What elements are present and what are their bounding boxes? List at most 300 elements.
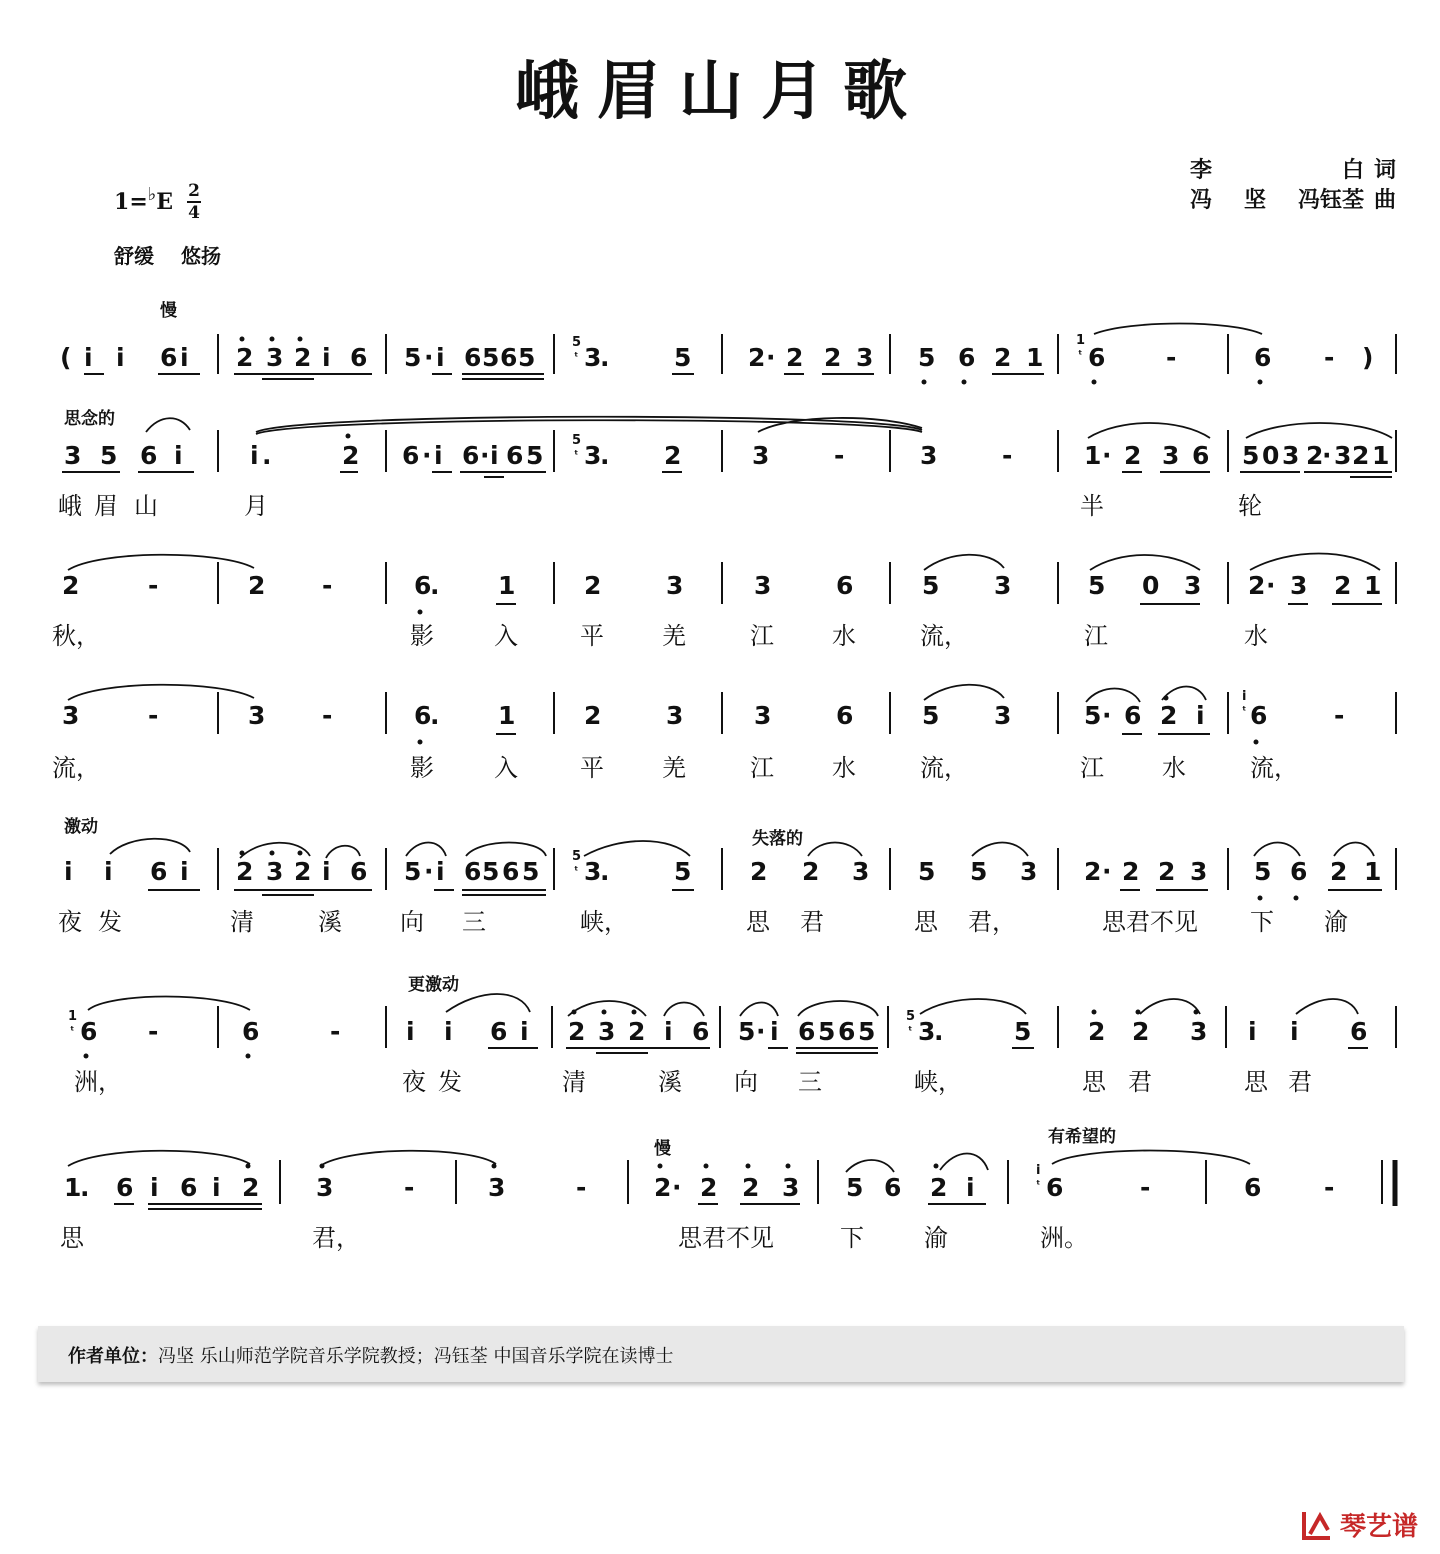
composer-name-2: 坚	[1243, 188, 1266, 213]
svg-text:2: 2	[1248, 571, 1266, 600]
lyricist-name-2: 白	[1341, 158, 1364, 183]
svg-text:-: -	[148, 571, 159, 600]
svg-text:-: -	[322, 571, 333, 600]
lyric-char: 山	[134, 492, 158, 520]
svg-text:5: 5	[482, 857, 500, 886]
lyric-char: 水	[832, 754, 856, 782]
svg-text:3: 3	[666, 571, 684, 600]
svg-text:2: 2	[750, 857, 768, 886]
lyric-char: 发	[98, 908, 122, 936]
svg-text:6: 6	[350, 857, 368, 886]
svg-text:ᵗ: ᵗ	[574, 448, 579, 461]
svg-text:2: 2	[294, 343, 312, 372]
svg-text:6: 6	[140, 441, 158, 470]
lyric-char: 溪	[658, 1068, 682, 1096]
svg-text:6: 6	[502, 857, 520, 886]
svg-text:.: .	[600, 441, 610, 470]
svg-text:·: ·	[766, 343, 776, 372]
lyric-char: 月	[244, 492, 268, 520]
lyric-char: 峨	[58, 492, 82, 520]
svg-text:i: i	[436, 343, 445, 372]
svg-text:·: ·	[1102, 701, 1112, 730]
expression-mark: 更激动	[408, 975, 459, 995]
lyric-char: 思	[746, 908, 770, 936]
svg-text:5: 5	[906, 1009, 916, 1024]
svg-text:3: 3	[1190, 857, 1208, 886]
lyric-char: 影	[410, 622, 434, 650]
svg-text:5: 5	[572, 849, 582, 864]
svg-text:2: 2	[1334, 571, 1352, 600]
svg-text:3: 3	[488, 1173, 506, 1202]
svg-text:i: i	[434, 441, 443, 470]
svg-text:2: 2	[236, 857, 254, 886]
lyricist-role: 词	[1373, 158, 1396, 183]
flat-icon: ♭	[147, 183, 157, 205]
svg-text:6: 6	[464, 857, 482, 886]
svg-text:1: 1	[1076, 333, 1086, 348]
svg-text:.: .	[600, 857, 610, 886]
lyric-char: 羌	[662, 622, 686, 650]
svg-text:3: 3	[754, 701, 772, 730]
lyric-char: 秋，	[52, 622, 100, 650]
svg-text:i: i	[150, 1173, 159, 1202]
lyric-char: 水	[1162, 754, 1186, 782]
lyric-char: 夜	[58, 908, 82, 936]
svg-text:.: .	[80, 1173, 90, 1202]
lyric-char: 君	[1288, 1068, 1312, 1096]
svg-text:2: 2	[748, 343, 766, 372]
svg-text:3: 3	[782, 1173, 800, 1202]
svg-text:2: 2	[242, 1173, 260, 1202]
svg-text:5: 5	[572, 433, 582, 448]
svg-text:2: 2	[294, 857, 312, 886]
svg-text:6: 6	[116, 1173, 134, 1202]
svg-text:5: 5	[738, 1017, 756, 1046]
lyric-char: 思君不见	[678, 1224, 774, 1252]
svg-text:3: 3	[994, 571, 1012, 600]
svg-text:.: .	[430, 571, 440, 600]
svg-text:2: 2	[700, 1173, 718, 1202]
svg-text:2: 2	[584, 701, 602, 730]
lyric-char: 洲。	[1040, 1224, 1088, 1252]
svg-text:2: 2	[248, 571, 266, 600]
svg-text:i: i	[322, 857, 331, 886]
svg-text:i: i	[444, 1017, 453, 1046]
svg-text:6: 6	[884, 1173, 902, 1202]
lyric-char: 渝	[1324, 908, 1348, 936]
svg-text:2: 2	[568, 1017, 586, 1046]
svg-text:1: 1	[498, 701, 516, 730]
footer-text: 冯坚 乐山师范学院音乐学院教授；冯钰荃 中国音乐学院在读博士	[158, 1346, 674, 1367]
svg-text:6: 6	[80, 1017, 98, 1046]
svg-text:5: 5	[1084, 701, 1102, 730]
svg-text:3: 3	[852, 857, 870, 886]
svg-text:6: 6	[836, 571, 854, 600]
svg-text:2: 2	[1088, 1017, 1106, 1046]
svg-text:i: i	[664, 1017, 673, 1046]
tempo-marking: 舒缓 悠扬	[114, 244, 221, 268]
svg-text:6: 6	[464, 343, 482, 372]
svg-text:-: -	[1166, 343, 1177, 372]
svg-text:·: ·	[672, 1173, 682, 1202]
svg-text:·: ·	[1266, 571, 1276, 600]
svg-text:3: 3	[584, 857, 602, 886]
lyric-char: 下	[1250, 908, 1274, 936]
svg-text:6: 6	[1350, 1017, 1368, 1046]
svg-text:5: 5	[922, 701, 940, 730]
svg-text:1: 1	[64, 1173, 82, 1202]
svg-text:3: 3	[584, 441, 602, 470]
lyric-char: 江	[1080, 754, 1104, 782]
lyric-char: 君，	[312, 1224, 360, 1252]
svg-text:3: 3	[316, 1173, 334, 1202]
svg-text:3: 3	[248, 701, 266, 730]
svg-text:·: ·	[424, 343, 434, 372]
lyric-char: 流，	[1250, 754, 1298, 782]
svg-text:2: 2	[1132, 1017, 1150, 1046]
lyric-char: 向	[734, 1068, 758, 1096]
staff-line-1	[60, 343, 1373, 372]
composer-name-3: 冯钰荃	[1297, 188, 1364, 213]
svg-text:0: 0	[1262, 441, 1280, 470]
svg-text:.: .	[262, 441, 272, 470]
lyric-char: 流，	[920, 622, 968, 650]
svg-text:i: i	[1242, 689, 1247, 704]
svg-text:5: 5	[918, 857, 936, 886]
svg-text:3: 3	[1334, 441, 1352, 470]
svg-text:·: ·	[422, 441, 432, 470]
svg-text:ᵗ: ᵗ	[1078, 348, 1083, 361]
svg-text:i: i	[180, 857, 189, 886]
lyric-char: 流，	[920, 754, 968, 782]
svg-text:i: i	[322, 343, 331, 372]
svg-text:·: ·	[756, 1017, 766, 1046]
svg-text:3: 3	[62, 701, 80, 730]
lyric-char: 三	[798, 1068, 822, 1096]
staff-line-6	[80, 1017, 1367, 1046]
svg-text:2: 2	[1160, 701, 1178, 730]
svg-text:·: ·	[424, 857, 434, 886]
svg-text:5: 5	[404, 343, 422, 372]
svg-text:3: 3	[994, 701, 1012, 730]
svg-text:2: 2	[664, 441, 682, 470]
svg-text:5: 5	[858, 1017, 876, 1046]
svg-text:3: 3	[584, 343, 602, 372]
staff-line-2	[64, 441, 1389, 470]
lyric-char: 夜	[402, 1068, 426, 1096]
lyric-char: 发	[438, 1068, 462, 1096]
svg-text:-: -	[148, 1017, 159, 1046]
lyric-char: 渝	[924, 1224, 948, 1252]
lyric-char: 溪	[318, 908, 342, 936]
svg-text:2: 2	[584, 571, 602, 600]
svg-text:i: i	[64, 857, 73, 886]
svg-text:6: 6	[414, 571, 432, 600]
svg-text:i: i	[1290, 1017, 1299, 1046]
svg-text:(: (	[60, 343, 72, 372]
svg-text:ᵗ: ᵗ	[70, 1024, 75, 1037]
expression-mark: 失落的	[752, 829, 803, 849]
svg-text:1: 1	[1084, 441, 1102, 470]
svg-text:1: 1	[498, 571, 516, 600]
lyric-char: 峡，	[914, 1068, 962, 1096]
lyric-char: 思	[1244, 1068, 1268, 1096]
svg-text:2: 2	[802, 857, 820, 886]
lyric-char: 君	[800, 908, 824, 936]
svg-text:·: ·	[480, 441, 490, 470]
svg-text:3: 3	[1162, 441, 1180, 470]
svg-text:1: 1	[68, 1009, 78, 1024]
svg-text:5: 5	[404, 857, 422, 886]
svg-text:i: i	[520, 1017, 529, 1046]
svg-text:i: i	[1036, 1163, 1041, 1178]
svg-text:2: 2	[994, 343, 1012, 372]
svg-text:i: i	[770, 1017, 779, 1046]
svg-text:6: 6	[180, 1173, 198, 1202]
lyric-char: 思	[60, 1224, 84, 1252]
svg-text:2: 2	[1158, 857, 1176, 886]
svg-text:5: 5	[674, 343, 692, 372]
svg-text:·: ·	[1322, 441, 1332, 470]
lyric-char: 洲，	[74, 1068, 122, 1096]
lyric-char: 清	[562, 1068, 586, 1096]
svg-text:2: 2	[930, 1173, 948, 1202]
svg-text:2: 2	[1084, 857, 1102, 886]
author-affiliation-footer	[38, 1326, 1404, 1382]
svg-text:3: 3	[598, 1017, 616, 1046]
svg-text:5: 5	[1242, 441, 1260, 470]
svg-text:3: 3	[1184, 571, 1202, 600]
svg-text:·: ·	[1102, 441, 1112, 470]
time-signature-bottom: 4	[188, 203, 200, 223]
svg-text:): )	[1362, 343, 1374, 372]
svg-text:3: 3	[1282, 441, 1300, 470]
svg-text:0: 0	[1142, 571, 1160, 600]
lyric-char: 入	[494, 622, 518, 650]
expression-mark: 思念的	[64, 409, 115, 429]
svg-text:6: 6	[1290, 857, 1308, 886]
lyric-char: 向	[400, 908, 424, 936]
svg-text:1: 1	[1364, 857, 1382, 886]
svg-text:i: i	[1196, 701, 1205, 730]
svg-text:ᵗ: ᵗ	[908, 1024, 913, 1037]
lyric-char: 平	[580, 622, 604, 650]
svg-text:2: 2	[62, 571, 80, 600]
svg-text:-: -	[1324, 343, 1335, 372]
svg-text:3: 3	[1190, 1017, 1208, 1046]
svg-text:6: 6	[838, 1017, 856, 1046]
svg-text:2: 2	[1124, 441, 1142, 470]
svg-text:-: -	[1324, 1173, 1335, 1202]
svg-text:5: 5	[1014, 1017, 1032, 1046]
svg-text:2: 2	[342, 441, 360, 470]
svg-text:5: 5	[100, 441, 118, 470]
key-letter: E	[156, 189, 174, 215]
expression-mark: 有希望的	[1048, 1127, 1116, 1147]
svg-text:ᵗ: ᵗ	[1242, 704, 1247, 717]
staff-line-7	[64, 1173, 1334, 1202]
svg-text:5: 5	[674, 857, 692, 886]
svg-text:6: 6	[1244, 1173, 1262, 1202]
lyric-char: 峡，	[580, 908, 628, 936]
svg-text:5: 5	[572, 335, 582, 350]
svg-text:-: -	[1002, 441, 1013, 470]
svg-text:2: 2	[786, 343, 804, 372]
svg-text:6: 6	[1192, 441, 1210, 470]
svg-text:6: 6	[1124, 701, 1142, 730]
svg-text:3: 3	[918, 1017, 936, 1046]
lyric-char: 平	[580, 754, 604, 782]
svg-text:·: ·	[1102, 857, 1112, 886]
svg-text:-: -	[1334, 701, 1345, 730]
svg-text:5: 5	[482, 343, 500, 372]
composer-name-1: 冯	[1190, 188, 1213, 213]
svg-text:-: -	[576, 1173, 587, 1202]
footer-label: 作者单位：	[68, 1346, 158, 1367]
svg-text:6: 6	[350, 343, 368, 372]
song-title: 峨眉山月歌	[515, 54, 925, 129]
composer-role: 曲	[1373, 188, 1396, 213]
staff-line-4	[62, 701, 1344, 730]
svg-text:2: 2	[628, 1017, 646, 1046]
svg-text:6: 6	[490, 1017, 508, 1046]
svg-text:6: 6	[160, 343, 178, 372]
brand-name: 琴艺谱	[1339, 1512, 1418, 1542]
svg-text:.: .	[600, 343, 610, 372]
expression-mark: 激动	[64, 817, 98, 837]
svg-text:-: -	[1140, 1173, 1151, 1202]
lyric-char: 思君不见	[1102, 908, 1198, 936]
svg-text:6: 6	[692, 1017, 710, 1046]
svg-text:6: 6	[500, 343, 518, 372]
lyric-char: 羌	[662, 754, 686, 782]
svg-text:-: -	[322, 701, 333, 730]
lyric-char: 清	[230, 908, 254, 936]
lyric-char: 影	[410, 754, 434, 782]
lyric-char: 江	[1084, 622, 1108, 650]
lyric-char: 思	[1082, 1068, 1106, 1096]
lyricist-name-1: 李	[1190, 158, 1213, 183]
svg-text:i: i	[966, 1173, 975, 1202]
svg-text:6: 6	[402, 441, 420, 470]
svg-text:3: 3	[64, 441, 82, 470]
svg-text:6: 6	[242, 1017, 260, 1046]
svg-text:3: 3	[666, 701, 684, 730]
svg-text:6: 6	[1250, 701, 1268, 730]
svg-text:i: i	[1248, 1017, 1257, 1046]
svg-text:.: .	[430, 701, 440, 730]
lyric-char: 水	[832, 622, 856, 650]
svg-text:2: 2	[654, 1173, 672, 1202]
time-signature-top: 2	[188, 181, 200, 201]
svg-text:6: 6	[462, 441, 480, 470]
svg-text:2: 2	[1330, 857, 1348, 886]
lyric-char: 下	[840, 1224, 864, 1252]
svg-text:i: i	[490, 441, 499, 470]
svg-text:ᵗ: ᵗ	[1036, 1178, 1041, 1191]
svg-text:6: 6	[1254, 343, 1272, 372]
svg-text:ᵗ: ᵗ	[574, 864, 579, 877]
svg-text:2: 2	[824, 343, 842, 372]
svg-text:3: 3	[752, 441, 770, 470]
lyric-char: 君	[1128, 1068, 1152, 1096]
svg-text:5: 5	[526, 441, 544, 470]
svg-text:1: 1	[1372, 441, 1390, 470]
svg-text:5: 5	[922, 571, 940, 600]
svg-text:3: 3	[920, 441, 938, 470]
svg-text:5: 5	[1088, 571, 1106, 600]
svg-text:6: 6	[836, 701, 854, 730]
svg-text:1: 1	[1364, 571, 1382, 600]
svg-text:5: 5	[846, 1173, 864, 1202]
svg-text:2: 2	[1352, 441, 1370, 470]
svg-text:5: 5	[518, 343, 536, 372]
svg-text:5: 5	[818, 1017, 836, 1046]
svg-text:i: i	[174, 441, 183, 470]
svg-text:5: 5	[918, 343, 936, 372]
svg-text:2: 2	[1306, 441, 1324, 470]
svg-text:6: 6	[1088, 343, 1106, 372]
svg-text:6: 6	[1046, 1173, 1064, 1202]
svg-text:5: 5	[522, 857, 540, 886]
lyric-char: 江	[750, 622, 774, 650]
svg-text:i: i	[180, 343, 189, 372]
lyric-char: 思	[914, 908, 938, 936]
svg-text:i: i	[406, 1017, 415, 1046]
lyric-char: 君，	[968, 908, 1016, 936]
svg-text:5: 5	[970, 857, 988, 886]
brand-logo[interactable]	[1300, 1506, 1418, 1543]
lyric-char: 江	[750, 754, 774, 782]
svg-text:3: 3	[266, 857, 284, 886]
svg-text:6: 6	[506, 441, 524, 470]
svg-text:3: 3	[856, 343, 874, 372]
expression-mark: 慢	[160, 301, 177, 321]
svg-text:6: 6	[414, 701, 432, 730]
svg-text:3: 3	[1290, 571, 1308, 600]
lyric-char: 三	[462, 908, 486, 936]
svg-text:5: 5	[1254, 857, 1272, 886]
svg-text:6: 6	[798, 1017, 816, 1046]
expression-mark: 慢	[654, 1139, 671, 1159]
brand-icon	[1300, 1508, 1334, 1542]
svg-text:6: 6	[150, 857, 168, 886]
lyric-char: 入	[494, 754, 518, 782]
svg-text:i: i	[84, 343, 93, 372]
svg-text:-: -	[834, 441, 845, 470]
svg-text:-: -	[148, 701, 159, 730]
svg-text:2: 2	[1122, 857, 1140, 886]
svg-text:3: 3	[754, 571, 772, 600]
key-tonic: 1	[114, 189, 130, 215]
svg-text:i: i	[250, 441, 259, 470]
svg-text:2: 2	[236, 343, 254, 372]
lyric-char: 流，	[52, 754, 100, 782]
lyric-char: 轮	[1238, 492, 1262, 520]
svg-text:i: i	[436, 857, 445, 886]
lyric-char: 眉	[94, 492, 118, 520]
svg-text:i: i	[116, 343, 125, 372]
svg-text:6: 6	[958, 343, 976, 372]
svg-text:-: -	[330, 1017, 341, 1046]
svg-text:i: i	[212, 1173, 221, 1202]
lyric-char: 水	[1244, 622, 1268, 650]
svg-text:1: 1	[1026, 343, 1044, 372]
svg-text:3: 3	[1020, 857, 1038, 886]
svg-text:i: i	[104, 857, 113, 886]
svg-text:-: -	[404, 1173, 415, 1202]
svg-text:ᵗ: ᵗ	[574, 350, 579, 363]
